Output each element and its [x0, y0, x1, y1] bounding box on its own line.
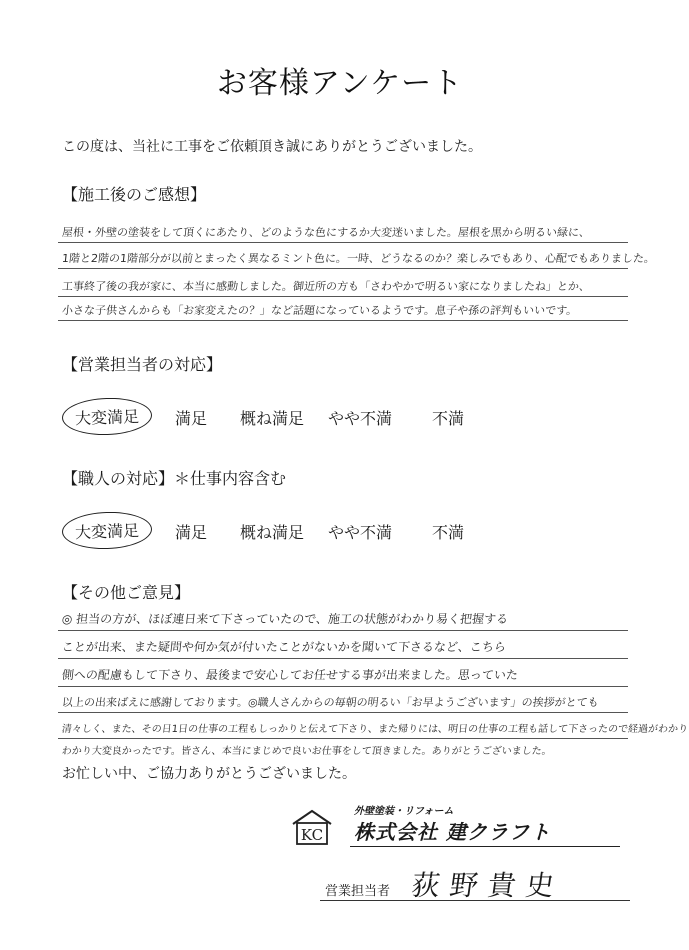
rating-option[interactable]: 不満	[432, 409, 465, 428]
rating-option[interactable]: 不満	[432, 523, 465, 542]
page-title: お客様アンケート	[216, 66, 464, 101]
comment-line: ◎ 担当の方が、ほぼ連日来て下さっていたので、施工の状態がわかり易く把握する	[61, 612, 509, 626]
section-other-heading: 【その他ご意見】	[62, 583, 191, 602]
answer-rule	[58, 658, 628, 659]
impression-line: 屋根・外壁の塗装をして頂くにあたり、どのような色にするか大変迷いました。屋根を黒から明るい緑に、	[61, 226, 591, 239]
section-sales-heading: 【営業担当者の対応】	[62, 355, 223, 374]
section-impressions-heading: 【施工後のご感想】	[62, 185, 207, 204]
section-craftsmen-heading: 【職人の対応】＊仕事内容含む	[62, 469, 287, 488]
rating-option[interactable]: 満足	[175, 523, 208, 542]
rating-option[interactable]: 満足	[175, 409, 208, 428]
comment-line: わかり大変良かったです。皆さん、本当にまじめで良いお仕事をして頂きました。ありがとうございました。	[61, 746, 553, 757]
rating-option-selected[interactable]: 大変満足	[61, 510, 152, 550]
closing-message: お忙しい中、ご協力ありがとうございました。	[62, 766, 356, 782]
impression-line: 1階と2階の1階部分が以前とまったく異なるミント色に。一時、どうなるのか？楽しみでもあり、心配でもありました。	[61, 252, 656, 265]
rating-option[interactable]: やや不満	[328, 409, 393, 428]
representative-signature: 荻野貴史	[409, 869, 567, 902]
intro-text: この度は、当社に工事をご依頼頂き誠にありがとうございました。	[62, 139, 482, 155]
house-logo-icon	[290, 808, 334, 846]
representative-label: 営業担当者	[325, 884, 391, 899]
company-logo	[290, 800, 620, 852]
answer-rule	[58, 296, 628, 297]
comment-line: ことが出来、また疑問や何か気が付いたことがないかを聞いて下さるなど、こちら	[61, 640, 507, 654]
craftsmen-rating-options	[62, 514, 582, 546]
sales-rating-options	[62, 400, 582, 432]
answer-rule	[58, 268, 628, 269]
answer-rule	[58, 738, 628, 739]
answer-rule	[58, 686, 628, 687]
answer-rule	[58, 630, 628, 631]
answer-rule	[58, 712, 628, 713]
signature-line	[320, 900, 630, 901]
comment-line: 以上の出来ばえに感謝しております。◎職人さんからの毎朝の明るい「お早ようございます」の挨拶がとても	[61, 696, 600, 709]
comment-line: 清々しく、また、その日1日の仕事の工程もしっかりと伝えて下さり、また帰りには、明日の仕事の工程も話して下さったので経過がわかり	[61, 724, 689, 735]
impression-line: 工事終了後の我が家に、本当に感動しました。御近所の方も「さわやかで明るい家になりましたね」とか、	[61, 280, 591, 293]
answer-rule	[58, 242, 628, 243]
logo-text: KC	[300, 826, 324, 844]
company-name: 株式会社 建クラフト	[354, 820, 551, 844]
comment-line: 側への配慮もして下さり、最後まで安心してお任せする事が出来ました。思っていた	[61, 668, 519, 682]
rating-option[interactable]: 概ね満足	[240, 409, 305, 428]
rating-option[interactable]: やや不満	[328, 523, 393, 542]
company-tagline: 外壁塗装・リフォーム	[354, 806, 454, 817]
answer-rule	[58, 320, 628, 321]
rating-option-selected[interactable]: 大変満足	[61, 396, 152, 436]
rating-option[interactable]: 概ね満足	[240, 523, 305, 542]
impression-line: 小さな子供さんからも「お家変えたの？」など話題になっているようです。息子や孫の評判もいいです。	[61, 304, 578, 317]
logo-underline	[350, 846, 620, 847]
